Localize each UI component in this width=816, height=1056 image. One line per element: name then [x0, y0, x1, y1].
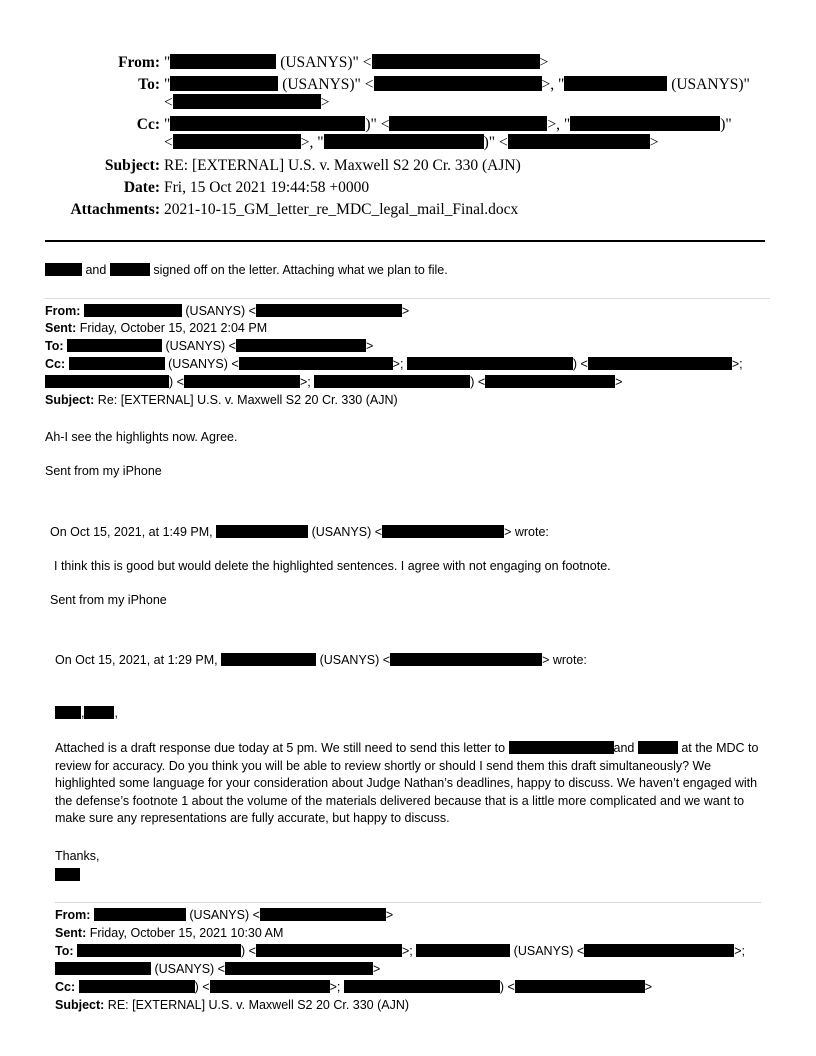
cc-label: Cc: [136, 116, 160, 133]
redaction [45, 375, 169, 388]
msg2-from: From: (USANYS) < > [45, 304, 410, 318]
redaction [110, 263, 150, 276]
redaction [407, 357, 573, 370]
redaction [382, 525, 504, 538]
subject-label: Subject: [104, 157, 160, 174]
message-divider [55, 902, 761, 903]
redaction [508, 134, 650, 149]
redaction [170, 54, 276, 69]
quote1-signature: Sent from my iPhone [50, 593, 167, 607]
redaction [210, 980, 330, 993]
msg4-to-line2: (USANYS) < > [55, 962, 380, 976]
redaction [564, 76, 667, 91]
salutation: , , [55, 706, 118, 720]
from-value: " (USANYS)" < > [164, 54, 549, 71]
redaction [638, 741, 678, 754]
to-value: " (USANYS)" < >, " (USANYS)" [164, 76, 750, 93]
msg2-to: To: (USANYS) < > [45, 339, 374, 353]
sender-signature [55, 868, 80, 882]
msg2-body: Ah-I see the highlights now. Agree. [45, 430, 238, 444]
subject-value: RE: [EXTERNAL] U.S. v. Maxwell S2 20 Cr. 330 (AJN) [164, 157, 521, 174]
redaction [544, 741, 614, 754]
redaction [79, 980, 195, 993]
msg4-cc: Cc: ) < >; ) < > [55, 980, 653, 994]
redaction [344, 980, 500, 993]
redaction [94, 908, 186, 921]
thanks-text: Thanks, [55, 849, 100, 863]
date-value: Fri, 15 Oct 2021 19:44:58 +0000 [164, 179, 370, 196]
msg2-cc-line2: ) < >; ) < > [45, 375, 622, 389]
redaction [515, 980, 645, 993]
redaction [584, 944, 734, 957]
msg2-subject: Subject: Re: [EXTERNAL] U.S. v. Maxwell S2 20 Cr. 330 (AJN) [45, 393, 398, 407]
redaction [225, 962, 373, 975]
date-label: Date: [123, 179, 160, 196]
attachment-link[interactable]: 2021-10-15_GM_letter_re_MDC_legal_mail_Final.docx [164, 201, 519, 218]
redaction [216, 525, 308, 538]
redaction [485, 375, 615, 388]
redaction [324, 134, 484, 149]
redaction [389, 116, 547, 131]
quote1-intro: On Oct 15, 2021, at 1:49 PM, (USANYS) < > wrote: [50, 525, 549, 539]
msg4-subject: Subject: RE: [EXTERNAL] U.S. v. Maxwell S2 20 Cr. 330 (AJN) [55, 998, 410, 1012]
redaction [236, 339, 366, 352]
redaction [67, 339, 162, 352]
redaction [184, 375, 300, 388]
redaction [416, 944, 510, 957]
reply-text: and signed off on the letter. Attaching what we plan to file. [45, 263, 448, 277]
redaction [570, 116, 720, 131]
redaction [509, 741, 544, 754]
redaction [390, 653, 542, 666]
redaction [45, 263, 82, 276]
redaction [588, 357, 732, 370]
quote1-body: I think this is good but would delete the highlighted sentences. I agree with not engaging on footnote. [54, 559, 611, 573]
redaction [239, 357, 393, 370]
attachments-label: Attachments: [70, 201, 160, 218]
msg2-cc: Cc: (USANYS) < >; ) < >; [45, 357, 743, 371]
cc-value-line2: < >, " )" < > [164, 134, 659, 151]
msg2-signature: Sent from my iPhone [45, 464, 162, 478]
msg4-from: From: (USANYS) < > [55, 908, 394, 922]
redaction [256, 304, 402, 317]
msg4-sent: Sent: Friday, October 15, 2021 10:30 AM [55, 926, 284, 940]
redaction [260, 908, 386, 921]
quote2-intro: On Oct 15, 2021, at 1:29 PM, (USANYS) < > wrote: [55, 653, 587, 667]
redaction [173, 134, 301, 149]
redaction [77, 944, 241, 957]
redaction [69, 357, 165, 370]
message-divider [45, 298, 770, 299]
redaction [173, 94, 321, 109]
to-value-line2: < > [164, 94, 330, 111]
redaction [84, 706, 114, 719]
redaction [314, 375, 470, 388]
redaction [55, 962, 151, 975]
redaction [84, 304, 182, 317]
to-label: To: [138, 76, 160, 93]
msg4-to: To: ) < >; (USANYS) < >; [55, 944, 745, 958]
redaction [256, 944, 402, 957]
redaction [374, 76, 542, 91]
header-divider [45, 240, 765, 242]
from-label: From: [118, 54, 160, 71]
redaction [372, 54, 540, 69]
redaction [55, 706, 81, 719]
redaction [221, 653, 316, 666]
redaction [170, 116, 365, 131]
quote2-body: Attached is a draft response due today at 5 pm. We still need to send this letter to and at the MDC to review for accuracy. Do you think you will be able to review shortly or should I send them this draft simultaneously? We highlighted some language for your consideration about Judge Nathan’s deadlines, happy to discuss. We haven’t engaged with the defense’s footnote 1 about the volume of the materials delivered because that is a little more complicated and we want to make sure any representations are fully accurate, but happy to discuss. [55, 741, 759, 826]
redaction [170, 76, 278, 91]
redaction [55, 868, 80, 881]
msg2-sent: Sent: Friday, October 15, 2021 2:04 PM [45, 321, 268, 335]
cc-value: " )" < >, " )" [164, 116, 732, 133]
